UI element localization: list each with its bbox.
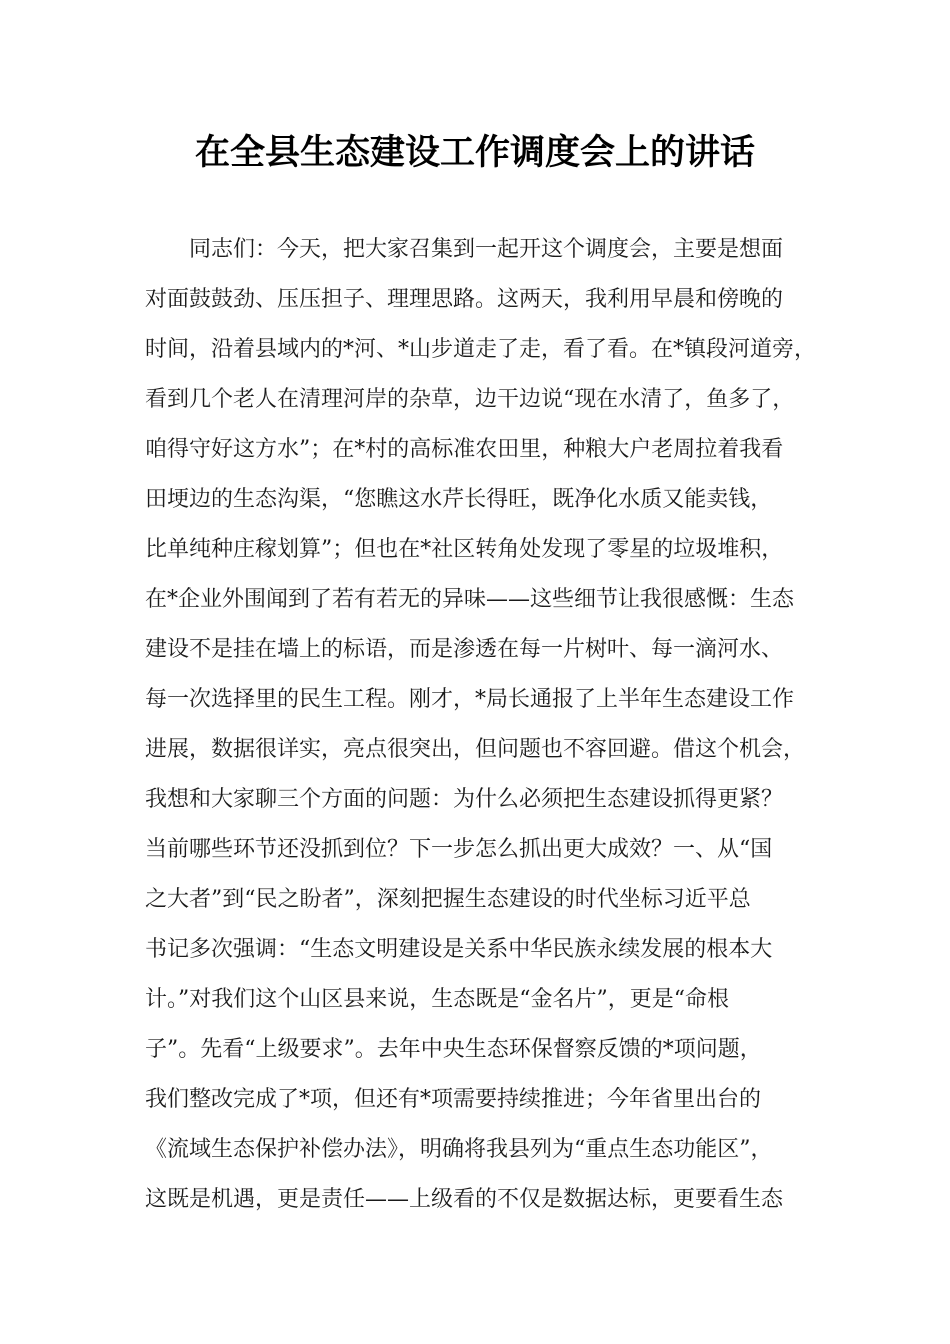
document-title: 在全县生态建设工作调度会上的讲话 xyxy=(194,133,755,173)
document-body xyxy=(145,230,825,1230)
text-line: 进展，数据很详实，亮点很突出，但问题也不容回避。借这个机会， xyxy=(145,737,806,762)
text-line: 咱得守好这方水”；在*村的高标准农田里，种粮大户老周拉着我看 xyxy=(145,437,784,462)
text-line: 《流域生态保护补偿办法》，明确将我县列为“重点生态功能区”， xyxy=(145,1137,773,1162)
text-line: 我想和大家聊三个方面的问题：为什么必须把生态建设抓得更紧？ xyxy=(145,787,784,812)
text-line: 这既是机遇，更是责任——上级看的不仅是数据达标，更要看生态 xyxy=(145,1187,784,1212)
text-line: 计。”对我们这个山区县来说，生态既是“金名片”，更是“命根 xyxy=(145,987,729,1012)
text-line: 看到几个老人在清理河岸的杂草，边干边说“现在水清了，鱼多了， xyxy=(145,387,795,412)
text-line: 之大者”到“民之盼者”，深刻把握生态建设的时代坐标习近平总 xyxy=(145,887,751,912)
text-line: 时间，沿着县域内的*河、*山步道走了走，看了看。在*镇段河道旁， xyxy=(145,337,817,362)
text-line: 同志们：今天，把大家召集到一起开这个调度会，主要是想面 xyxy=(189,237,784,262)
text-line: 田埂边的生态沟渠，“您瞧这水芹长得旺，既净化水质又能卖钱， xyxy=(145,487,773,512)
text-line: 书记多次强调：“生态文明建设是关系中华民族永续发展的根本大 xyxy=(145,937,773,962)
text-line: 子”。先看“上级要求”。去年中央生态环保督察反馈的*项问题， xyxy=(145,1037,762,1062)
text-line: 在*企业外围闻到了若有若无的异味——这些细节让我很感慨：生态 xyxy=(145,587,795,612)
text-line: 建设不是挂在墙上的标语，而是渗透在每一片树叶、每一滴河水、 xyxy=(145,637,784,662)
text-line: 我们整改完成了*项，但还有*项需要持续推进；今年省里出台的 xyxy=(145,1087,762,1112)
text-line: 当前哪些环节还没抓到位？下一步怎么抓出更大成效？一、从“国 xyxy=(145,837,773,862)
text-line: 对面鼓鼓劲、压压担子、理理思路。这两天，我利用早晨和傍晚的 xyxy=(145,287,784,312)
text-line: 比单纯种庄稼划算”；但也在*社区转角处发现了零星的垃圾堆积， xyxy=(145,537,784,562)
text-line: 每一次选择里的民生工程。刚才，*局长通报了上半年生态建设工作 xyxy=(145,687,795,712)
